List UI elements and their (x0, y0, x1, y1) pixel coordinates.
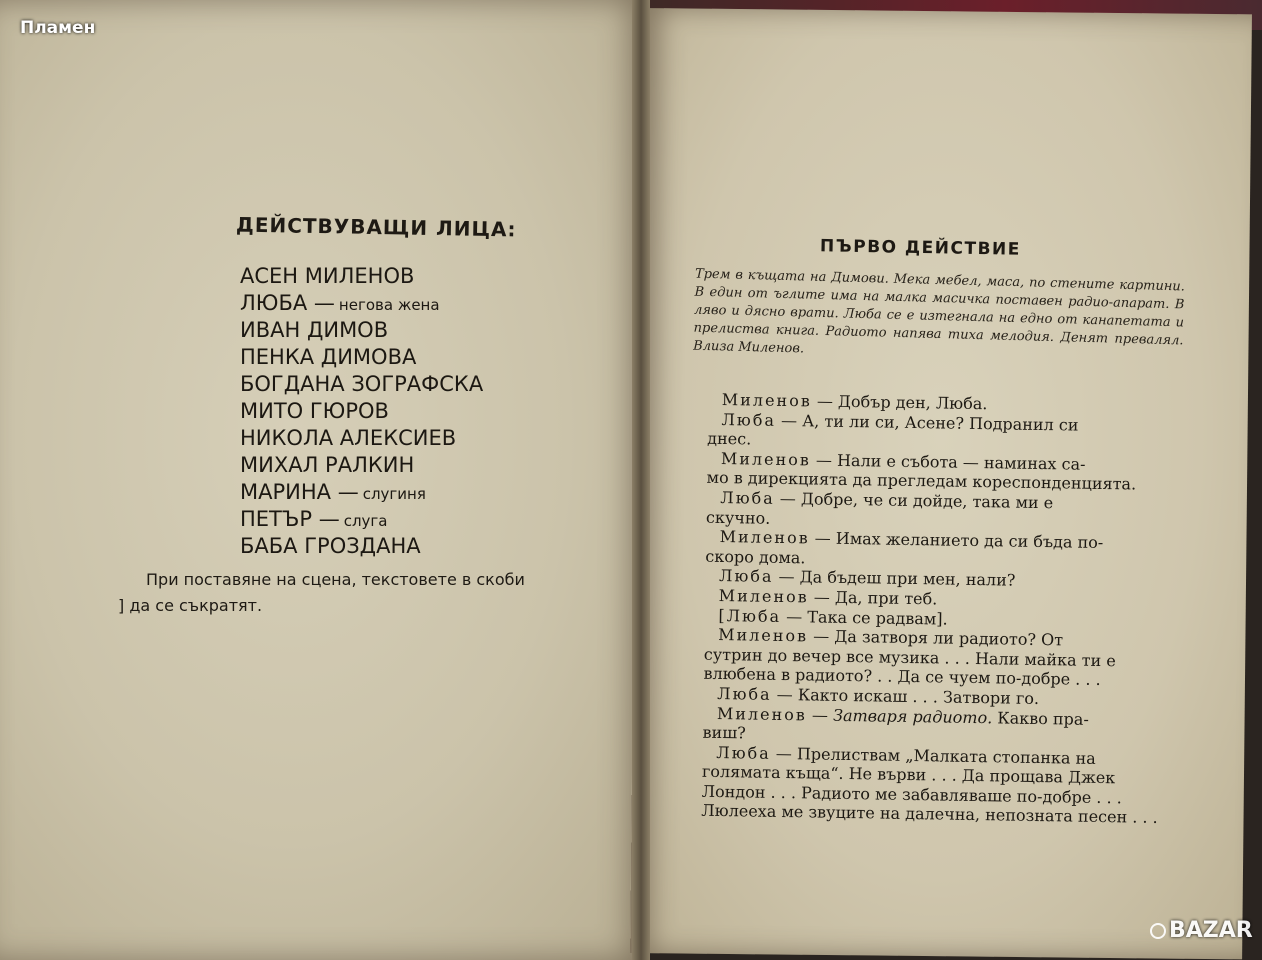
speaker-name: Люба (720, 487, 775, 508)
dialogue-text: — (806, 704, 834, 725)
speaker-name: Миленов (719, 527, 810, 548)
cast-member (240, 371, 540, 398)
dialogue-text: — Както искаш . . . Затвори го. (771, 684, 1040, 708)
dialogue-block (701, 390, 1184, 828)
cast-name: ПЕНКА ДИМОВА (240, 345, 417, 369)
dialogue-continuation: сутрин до вечер все музика . . . Нали майка ти е (703, 644, 1116, 670)
speaker-name: Люба (721, 409, 777, 430)
dialogue-text: Какво пра- (992, 707, 1089, 729)
cast-name: АСЕН МИЛЕНОВ (240, 264, 415, 288)
cast-heading: ДЕЙСТВУВАЩИ ЛИЦА: (235, 212, 517, 242)
dialogue-continuation: Люлееха ме звуците на далечна, непозната песен . . . (701, 801, 1158, 828)
dialogue-text: — Да бъдеш при мен, нали? (773, 567, 1016, 590)
cast-member (240, 425, 540, 452)
cast-member (240, 506, 540, 533)
dialogue-text: — Добре, че си дойде, така ми е (774, 488, 1054, 513)
cast-name: НИКОЛА АЛЕКСИЕВ (240, 426, 457, 450)
cast-member (240, 533, 540, 560)
speaker-name: [Люба (718, 605, 782, 626)
note-line-1: При поставяне на сцена, текстовете в скоби (146, 570, 525, 589)
user-watermark: Пламен (20, 18, 96, 38)
dialogue-text: — Нали е събота — наминах са- (810, 450, 1086, 474)
speaker-name: Миленов (718, 625, 809, 646)
brand-watermark (1150, 918, 1253, 943)
cast-member (240, 263, 540, 290)
speaker-name: Миленов (718, 585, 809, 607)
dialogue-continuation: скоро дома. (705, 546, 806, 568)
cast-role-description: слугиня (362, 485, 426, 503)
speaker-name: Люба (717, 683, 772, 704)
cast-name: ИВАН ДИМОВ (240, 318, 389, 342)
dialogue-text: — Добър ден, Люба. (811, 391, 988, 414)
dialogue-text: — Да затворя ли радиото? От (807, 626, 1064, 650)
cast-name: МИТО ГЮРОВ (240, 399, 389, 423)
stage-aside: Затваря радиото. (832, 705, 993, 727)
dialogue-text: — Имах желанието да си бъда по- (809, 528, 1104, 553)
dialogue-continuation: днес. (707, 428, 752, 449)
cast-name: БАБА ГРОЗДАНА (240, 534, 421, 558)
speaker-name: Миленов (716, 703, 808, 724)
brand-logo-icon (1150, 923, 1166, 939)
cast-name: МАРИНА — (240, 480, 359, 504)
cast-member (240, 398, 540, 425)
cast-list (240, 263, 540, 560)
dialogue-continuation: Лондон . . . Радиото ме забавляваше по-добре . . . (701, 781, 1122, 808)
dialogue-text: — Да, при теб. (808, 587, 938, 609)
dialogue-continuation: влюбена в радиото? . . Да се чуем по-добре . . . (703, 664, 1101, 690)
staging-note (118, 567, 636, 619)
dialogue-continuation: скучно. (705, 507, 771, 528)
cast-member (240, 344, 540, 371)
cast-member (240, 452, 540, 479)
cast-member (240, 479, 540, 506)
dialogue-continuation: виш? (702, 722, 746, 743)
dialogue-text: — Така се радвам]. (781, 606, 948, 629)
cast-member (240, 290, 540, 317)
cast-role-description: слуга (343, 512, 388, 530)
cast-name: ПЕТЪР — (240, 507, 340, 531)
brand-name: BAZAR (1169, 918, 1253, 943)
cast-name: ЛЮБА — (240, 291, 335, 315)
act-title: ПЪРВО ДЕЙСТВИЕ (819, 236, 1022, 260)
speaker-name: Люба (718, 566, 774, 587)
book-gutter (632, 0, 650, 960)
note-line-2: ] да се съкратят. (118, 596, 263, 615)
speaker-name: Миленов (720, 448, 812, 470)
cast-role-description: негова жена (338, 296, 440, 314)
dialogue-continuation: голямата къща“. Не върви . . . Да прощава Джек (701, 762, 1116, 788)
cast-name: МИХАЛ РАЛКИН (240, 453, 415, 477)
speaker-name: Миленов (721, 390, 812, 411)
dialogue-text: — Прелиствам „Малката стопанка на (770, 743, 1096, 768)
cast-name: БОГДАНА ЗОГРАФСКА (240, 372, 484, 396)
cast-member (240, 317, 540, 344)
speaker-name: Люба (716, 742, 771, 763)
dialogue-continuation: мо в дирекцията да прегледам кореспонденцията. (706, 468, 1137, 494)
stage-direction: Трем в къщата на Димови. Мека мебел, маса, по стените картини. В един от ъглите има на малка масичка поставен радио-апарат. В ляво и дясно врати. Люба се е изтегнала на едно от канапетата и прелиства книга. Радиото напява тиха мелодия. Денят превалял. Влиза Миленов. (692, 266, 1186, 357)
dialogue-text: — А, ти ли си, Асене? Подранил си (775, 410, 1079, 435)
